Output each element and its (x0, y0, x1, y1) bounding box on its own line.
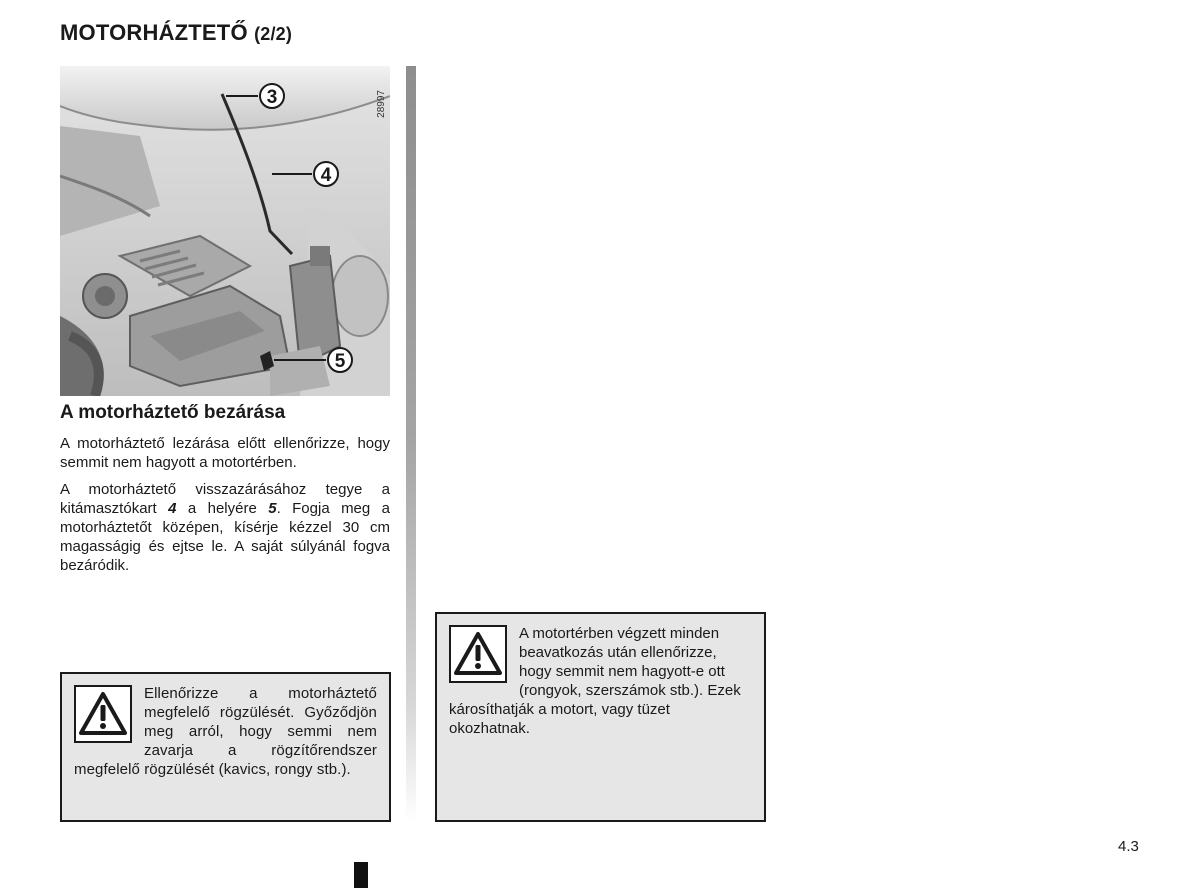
paragraph-1: A motorháztető lezárása előtt ellenőrizze, hogy semmit nem hagyott a motortérben. (60, 435, 390, 471)
page-number: 4.3 (1118, 838, 1139, 855)
callout-5: 5 (334, 351, 346, 372)
page-tab-marker (354, 862, 368, 888)
page-title (60, 20, 292, 46)
warning-triangle-icon (449, 625, 507, 683)
figure-reference-number: 28997 (376, 90, 387, 118)
engine-bay-photo (60, 66, 390, 396)
reference-5: 5 (268, 500, 277, 517)
page-title-text: MOTORHÁZTETŐ (60, 20, 248, 45)
section-heading: A motorháztető bezárása (60, 402, 286, 423)
page-title-part: (2/2) (254, 24, 293, 44)
paragraph-2-text-c: . Fogja meg a motorháztetőt középen, kísérje kézzel 30 cm magasságig és ejtse le. A saját súlyánál fogva bezáródik. (60, 500, 390, 574)
paragraph-2 (60, 480, 390, 575)
warning-text-latch: Ellenőrizze a motorháztető megfelelő rögzülését. Győződjön meg arról, hogy semmi nem zavarja a rögzítőrendszer megfelelő rögzülését (kavics, rongy stb.). (74, 685, 377, 778)
warning-text-engine-bay: A motortérben végzett minden beavatkozás után ellenőrizze, hogy semmit nem hagyott-e ott (rongyok, szerszámok stb.). Ezek károsíthatják a motort, vagy tüzet okozhatnak. (449, 625, 741, 737)
callout-4: 4 (320, 165, 332, 186)
warning-box-latch (60, 672, 391, 822)
paragraph-2-text-a: A motorháztető visszazárásához tegye a kitámasztókart (60, 481, 390, 517)
callout-3: 3 (266, 87, 278, 108)
paragraph-2-text-b: a helyére (176, 500, 269, 517)
reference-4: 4 (168, 500, 177, 517)
warning-triangle-icon (74, 685, 132, 743)
warning-box-engine-bay (435, 612, 766, 822)
column-divider (406, 66, 416, 822)
